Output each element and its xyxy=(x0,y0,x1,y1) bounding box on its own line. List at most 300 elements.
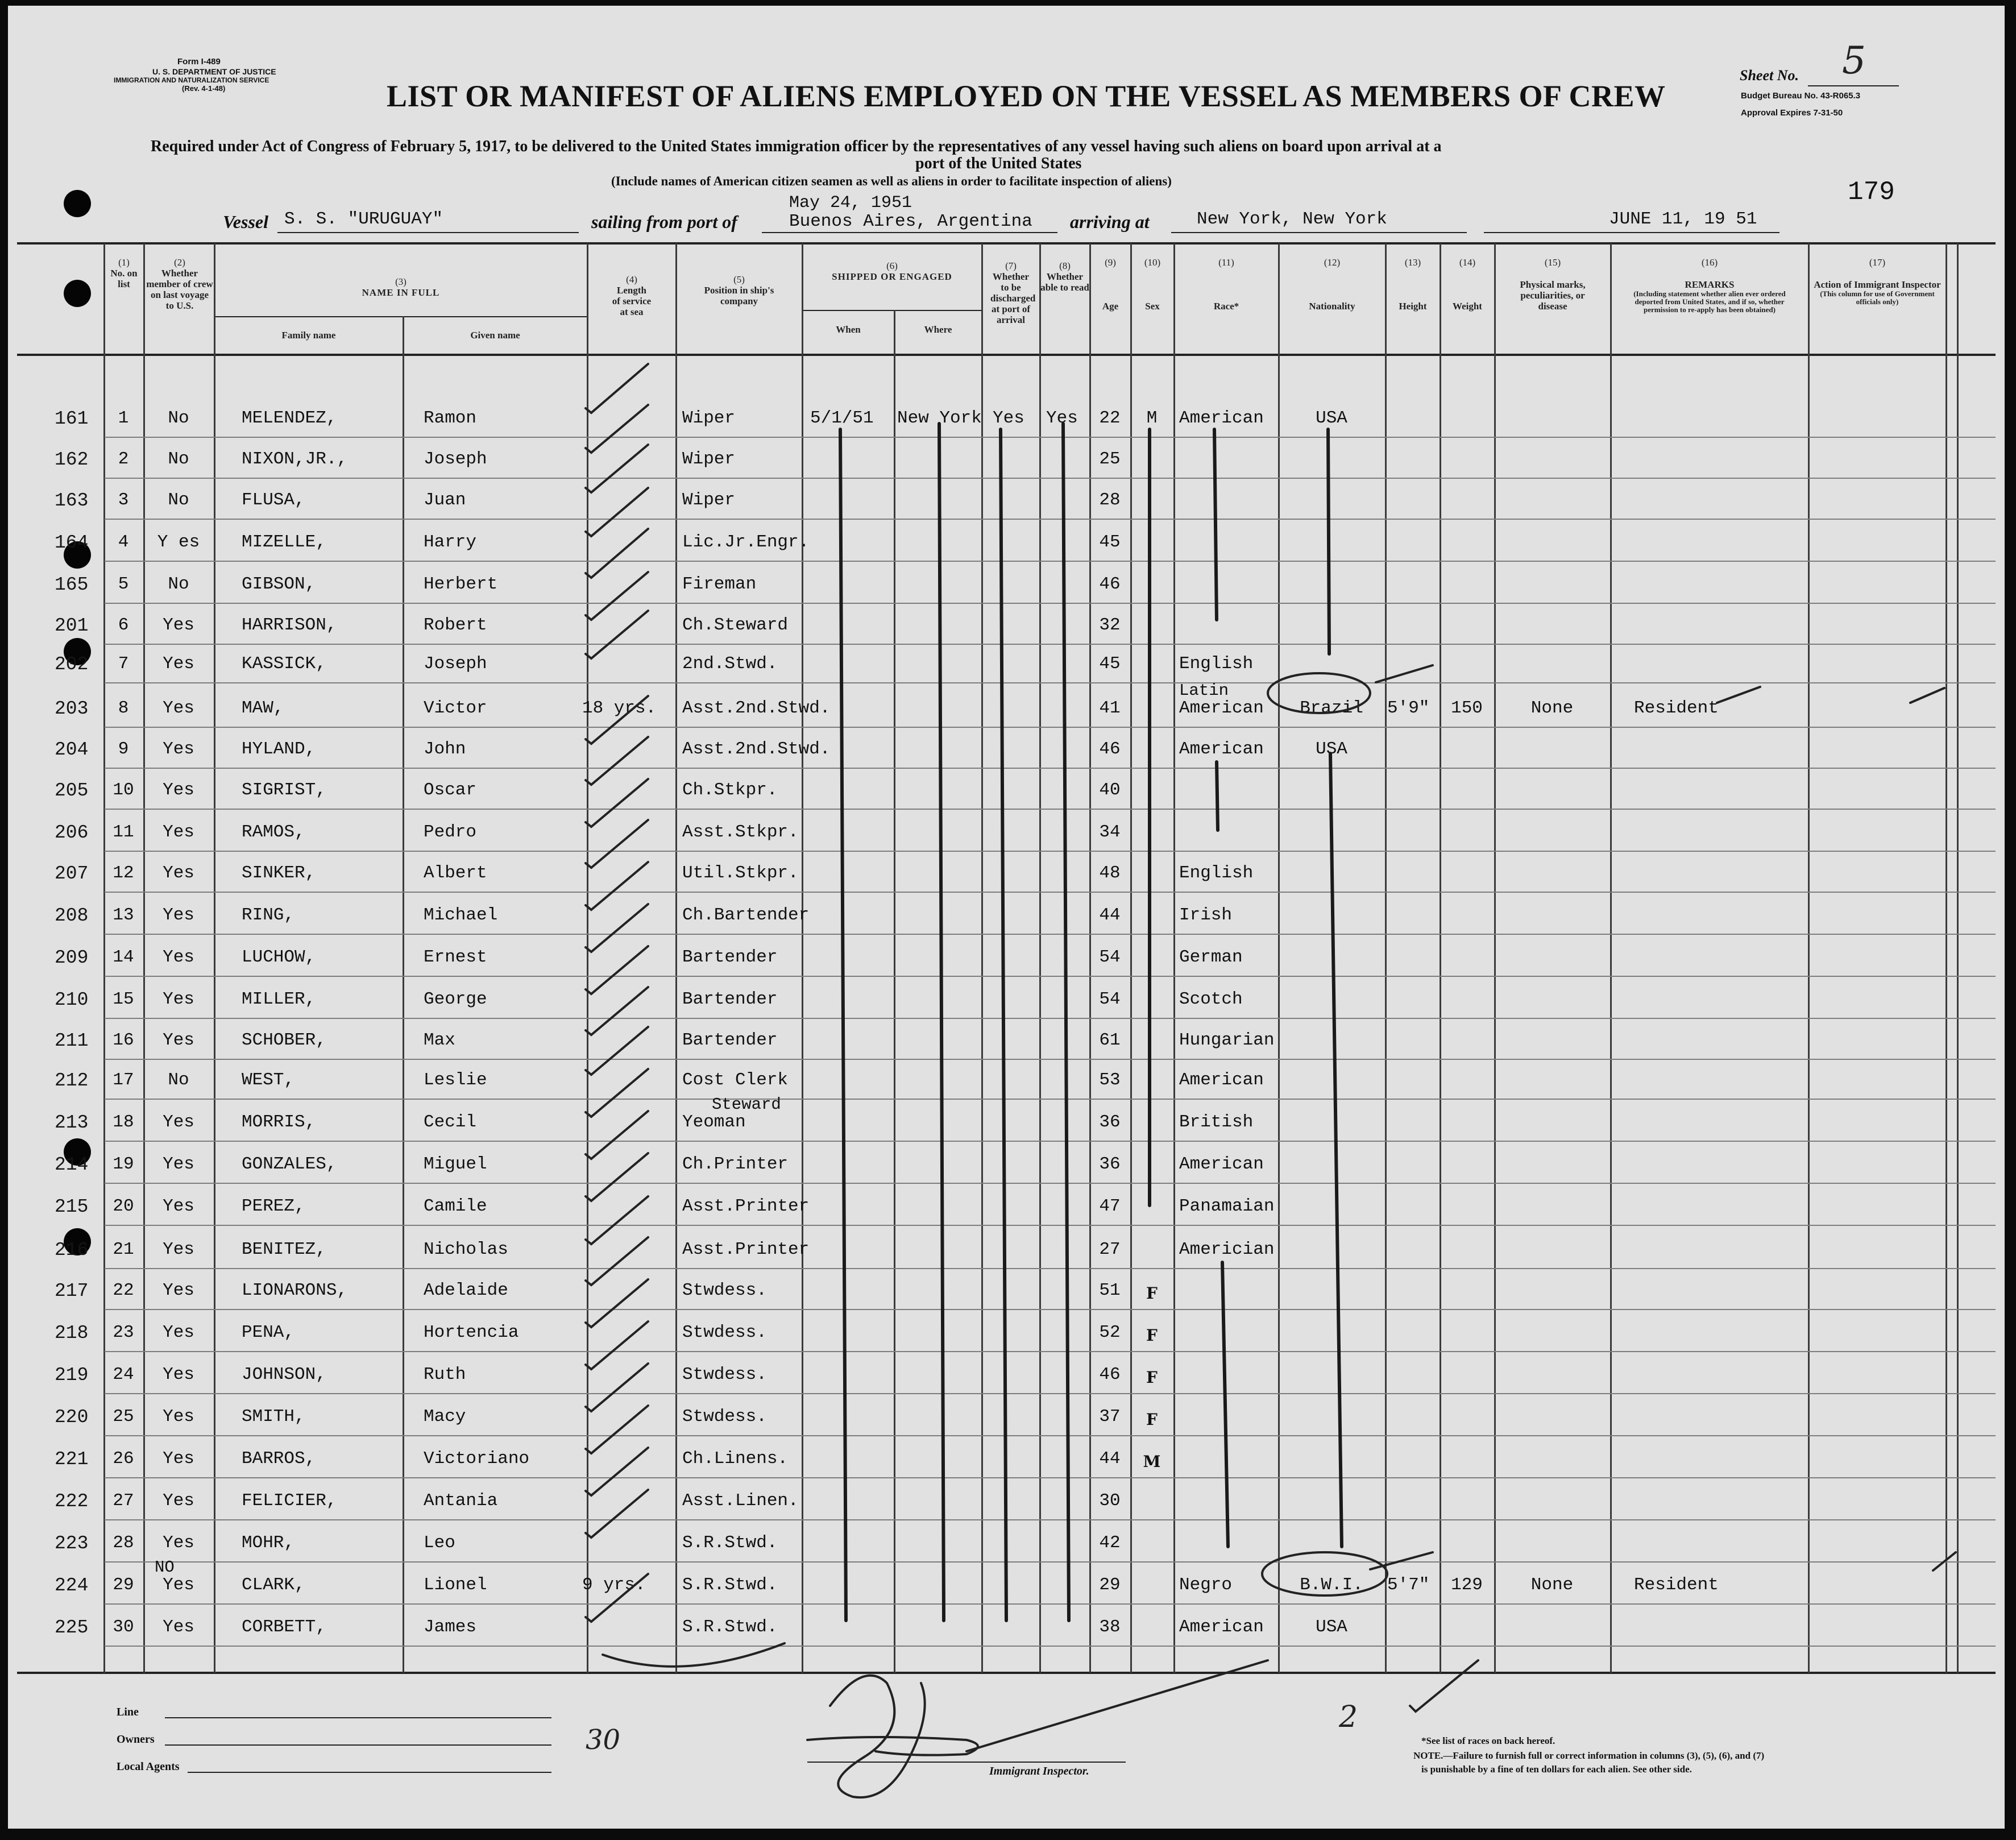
sex: F xyxy=(1146,1410,1158,1429)
sailing-label: sailing from port of xyxy=(591,212,737,232)
line-number: 10 xyxy=(113,780,134,800)
margin-number: 220 xyxy=(55,1407,89,1428)
line-number: 12 xyxy=(113,863,134,883)
line-number: 28 xyxy=(113,1533,134,1553)
race-prefix: Latin xyxy=(1179,681,1229,700)
last-voyage: Yes xyxy=(163,1154,194,1174)
family-name: PENA, xyxy=(242,1323,295,1342)
race: British xyxy=(1179,1112,1254,1132)
age: 37 xyxy=(1099,1407,1121,1427)
sheet-number: 5 xyxy=(1842,39,1866,82)
given-name: Macy xyxy=(424,1407,466,1427)
footnote-fine: is punishable by a fine of ten dollars for each alien. See other side. xyxy=(1421,1764,1692,1775)
given-name: Michael xyxy=(424,905,498,925)
last-voyage: No xyxy=(168,408,189,428)
given-name: Ramon xyxy=(424,408,477,428)
line-number: 19 xyxy=(113,1154,134,1174)
ship-position: S.R.Stwd. xyxy=(682,1575,778,1595)
crew-count-note: 30 xyxy=(586,1724,621,1756)
margin-number: 224 xyxy=(55,1575,89,1596)
last-voyage: Yes xyxy=(163,989,194,1009)
last-voyage: Y es xyxy=(157,532,200,552)
col-3b-header: Given name xyxy=(470,330,520,341)
last-voyage: Yes xyxy=(163,1196,194,1216)
given-name: John xyxy=(424,739,466,759)
ship-position: Wiper xyxy=(682,408,736,428)
last-voyage: No xyxy=(168,1070,189,1090)
family-name: CLARK, xyxy=(242,1575,305,1595)
age: 22 xyxy=(1099,408,1121,428)
ship-position: Fireman xyxy=(682,574,757,594)
agents-field xyxy=(188,1772,551,1773)
race: Irish xyxy=(1179,905,1233,925)
manifest-title: LIST OR MANIFEST OF ALIENS EMPLOYED ON THE VESSEL AS MEMBERS OF CREW xyxy=(387,79,1666,113)
ship-position: Ch.Bartender xyxy=(682,905,810,925)
given-name: Hortencia xyxy=(424,1323,519,1342)
race: Negro xyxy=(1179,1575,1233,1595)
last-voyage: Yes xyxy=(163,1030,194,1050)
given-name: Oscar xyxy=(424,780,477,800)
local-agents-label: Local Agents xyxy=(117,1760,180,1773)
family-name: SCHOBER, xyxy=(242,1030,326,1050)
ship-position: Asst.Linen. xyxy=(682,1491,799,1511)
given-name: Camile xyxy=(424,1196,487,1216)
given-name: Victor xyxy=(424,698,487,718)
inspector-label: Immigrant Inspector. xyxy=(989,1765,1089,1777)
last-voyage: Yes xyxy=(163,947,194,967)
line-number: 23 xyxy=(113,1323,134,1342)
age: 25 xyxy=(1099,449,1121,469)
line-number: 9 xyxy=(118,739,129,759)
margin-number: 203 xyxy=(55,698,89,719)
owners-label: Owners xyxy=(117,1733,155,1746)
approval-expires: Approval Expires 7-31-50 xyxy=(1741,108,1843,118)
line-number: 14 xyxy=(113,947,134,967)
line-number: 18 xyxy=(113,1112,134,1132)
agency-name: U. S. DEPARTMENT OF JUSTICE xyxy=(152,67,276,76)
given-name: Robert xyxy=(424,615,487,635)
ship-position: Asst.Stkpr. xyxy=(682,822,799,842)
ship-position: Asst.2nd.Stwd. xyxy=(682,698,831,718)
margin-number: 214 xyxy=(55,1154,89,1175)
col-16-header: (16) REMARKS (Including statement whether alien ever ordered deported from United States, and if so, whether permission to re-apply has been obtained) xyxy=(1633,257,1786,314)
last-voyage: No xyxy=(168,574,189,594)
age: 38 xyxy=(1099,1617,1121,1637)
col-6a-header: When xyxy=(836,324,861,335)
line-number: 30 xyxy=(113,1617,134,1637)
race: English xyxy=(1179,654,1254,674)
margin-number: 201 xyxy=(55,615,89,636)
col-10-header: (10) Sex xyxy=(1144,257,1161,312)
age: 27 xyxy=(1099,1240,1121,1259)
age: 30 xyxy=(1099,1491,1121,1511)
last-voyage: Yes xyxy=(163,1575,194,1595)
margin-number: 211 xyxy=(55,1030,89,1051)
height: 5'9" xyxy=(1387,698,1430,718)
age: 47 xyxy=(1099,1196,1121,1216)
nationality: USA xyxy=(1316,739,1347,759)
last-voyage: No xyxy=(168,449,189,469)
last-voyage: Yes xyxy=(163,1240,194,1259)
col-11-header: (11) Race* xyxy=(1213,257,1239,312)
given-name: James xyxy=(424,1617,477,1637)
family-name: MELENDEZ, xyxy=(242,408,337,428)
remarks: Resident xyxy=(1634,698,1719,718)
given-name: Joseph xyxy=(424,449,487,469)
subtitle-line-1: Required under Act of Congress of February 5, 1917, to be delivered to the United States immigration officer by the representatives of any vessel having such aliens on board upon arrival at a xyxy=(151,138,1442,155)
margin-number: 164 xyxy=(55,532,89,553)
col-12-header: (12) Nationality xyxy=(1309,257,1355,312)
line-number: 22 xyxy=(113,1280,134,1300)
line-number: 1 xyxy=(118,408,129,428)
age: 53 xyxy=(1099,1070,1121,1090)
family-name: MAW, xyxy=(242,698,284,718)
margin-number: 162 xyxy=(55,449,89,470)
family-name: GIBSON, xyxy=(242,574,316,594)
arrival-date: JUNE 11, 19 51 xyxy=(1609,209,1757,229)
family-name: SMITH, xyxy=(242,1407,305,1427)
ship-position: Wiper xyxy=(682,449,736,469)
ship-position: Asst.Printer xyxy=(682,1196,810,1216)
last-voyage: No xyxy=(168,490,189,510)
footnote-penalty: NOTE.—Failure to furnish full or correct information in columns (3), (5), (6), and (7) xyxy=(1413,1750,1765,1761)
line-field xyxy=(165,1717,551,1718)
age: 54 xyxy=(1099,947,1121,967)
given-name: Leslie xyxy=(424,1070,487,1090)
col-3a-header: Family name xyxy=(281,330,336,341)
physical-marks: None xyxy=(1530,1575,1574,1595)
family-name: MOHR, xyxy=(242,1533,295,1553)
line-label: Line xyxy=(117,1706,139,1718)
given-name: George xyxy=(424,989,487,1009)
race: American xyxy=(1179,1617,1264,1637)
family-name: SINKER, xyxy=(242,863,316,883)
family-name: WEST, xyxy=(242,1070,295,1090)
arrival-port: New York, New York xyxy=(1197,209,1387,229)
given-name: Ruth xyxy=(424,1365,466,1385)
line-number: 21 xyxy=(113,1240,134,1259)
ship-position: Yeoman xyxy=(682,1112,746,1132)
last-voyage: Yes xyxy=(163,1407,194,1427)
family-name: RING, xyxy=(242,905,295,925)
given-name: Juan xyxy=(424,490,466,510)
line-number: 5 xyxy=(118,574,129,594)
arriving-label: arriving at xyxy=(1070,212,1150,232)
age: 44 xyxy=(1099,1449,1121,1469)
given-name: Lionel xyxy=(424,1575,487,1595)
last-voyage: Yes xyxy=(163,1112,194,1132)
sheet-label: Sheet No. xyxy=(1740,67,1799,84)
line-number: 26 xyxy=(113,1449,134,1469)
col-2-header: (2) Whether member of crew on last voyage to U.S. xyxy=(146,257,213,311)
last-voyage: Yes xyxy=(163,863,194,883)
age: 36 xyxy=(1099,1154,1121,1174)
margin-number: 219 xyxy=(55,1365,89,1386)
family-name: MIZELLE, xyxy=(242,532,326,552)
last-voyage: Yes xyxy=(163,822,194,842)
age: 46 xyxy=(1099,1365,1121,1385)
last-voyage: Yes xyxy=(163,1280,194,1300)
ship-position: Lic.Jr.Engr. xyxy=(682,532,810,552)
family-name: NIXON,JR., xyxy=(242,449,348,469)
line-number: 4 xyxy=(118,532,129,552)
shipped-when: 5/1/51 xyxy=(810,408,874,428)
race: Hungarian xyxy=(1179,1030,1275,1050)
page-number: 179 xyxy=(1848,177,1895,207)
family-name: HYLAND, xyxy=(242,739,316,759)
sex: F xyxy=(1146,1368,1158,1387)
family-name: CORBETT, xyxy=(242,1617,326,1637)
family-name: LUCHOW, xyxy=(242,947,316,967)
age: 40 xyxy=(1099,780,1121,800)
col-14-header: (14) Weight xyxy=(1453,257,1482,312)
last-voyage: Yes xyxy=(163,1533,194,1553)
length-of-service: 9 yrs. xyxy=(582,1575,646,1595)
margin-number: 206 xyxy=(55,822,89,843)
given-name: Ernest xyxy=(424,947,487,967)
family-name: MILLER, xyxy=(242,989,316,1009)
line-number: 29 xyxy=(113,1575,134,1595)
physical-marks: None xyxy=(1530,698,1574,718)
last-voyage: Yes xyxy=(163,615,194,635)
margin-number: 207 xyxy=(55,863,89,884)
given-name: Miguel xyxy=(424,1154,487,1174)
sailing-date: May 24, 1951 xyxy=(789,193,912,213)
age: 45 xyxy=(1099,532,1121,552)
nationality: B.W.I. xyxy=(1300,1575,1363,1595)
margin-number: 205 xyxy=(55,780,89,801)
race: American xyxy=(1179,408,1264,428)
race: American xyxy=(1179,739,1264,759)
line-number: 7 xyxy=(118,654,129,674)
service-name: IMMIGRATION AND NATURALIZATION SERVICE xyxy=(114,76,269,84)
age: 45 xyxy=(1099,654,1121,674)
last-voyage: Yes xyxy=(163,1617,194,1637)
line-number: 13 xyxy=(113,905,134,925)
race: American xyxy=(1179,1154,1264,1174)
ship-position: Stwdess. xyxy=(682,1323,767,1342)
subtitle-line-2: port of the United States xyxy=(915,155,1082,172)
family-name: JOHNSON, xyxy=(242,1365,326,1385)
vessel-label: Vessel xyxy=(223,212,268,232)
family-name: FELICIER, xyxy=(242,1491,337,1511)
family-name: FLUSA, xyxy=(242,490,305,510)
race: Panamaian xyxy=(1179,1196,1275,1216)
age: 48 xyxy=(1099,863,1121,883)
ship-position: S.R.Stwd. xyxy=(682,1533,778,1553)
ship-position: Bartender xyxy=(682,947,778,967)
remarks: Resident xyxy=(1634,1575,1719,1595)
ship-position: Ch.Stkpr. xyxy=(682,780,778,800)
margin-number: 163 xyxy=(55,490,89,511)
height: 5'7" xyxy=(1387,1575,1430,1595)
ship-position: Util.Stkpr. xyxy=(682,863,799,883)
given-name: Pedro xyxy=(424,822,477,842)
col-6-header: (6) SHIPPED OR ENGAGED xyxy=(832,260,952,282)
ship-position: Ch.Printer xyxy=(682,1154,789,1174)
nationality: USA xyxy=(1316,408,1347,428)
weight: 129 xyxy=(1451,1575,1483,1595)
line-number: 27 xyxy=(113,1491,134,1511)
position-prefix: Steward xyxy=(712,1095,781,1114)
age: 42 xyxy=(1099,1533,1121,1553)
ship-position: Wiper xyxy=(682,490,736,510)
margin-number: 223 xyxy=(55,1533,89,1554)
col-8-header: (8) Whether able to read xyxy=(1040,260,1089,293)
margin-number: 202 xyxy=(55,654,89,675)
line-number: 17 xyxy=(113,1070,134,1090)
form-id: Form I-489 xyxy=(177,57,221,67)
margin-number: 213 xyxy=(55,1112,89,1133)
col-15-header: (15) Physical marks, peculiarities, or disease xyxy=(1520,257,1586,312)
last-voyage: Yes xyxy=(163,780,194,800)
line-number: 2 xyxy=(118,449,129,469)
sex: F xyxy=(1146,1284,1158,1303)
last-voyage: Yes xyxy=(163,739,194,759)
nationality: USA xyxy=(1316,1617,1347,1637)
ship-position: S.R.Stwd. xyxy=(682,1617,778,1637)
given-name: Max xyxy=(424,1030,455,1050)
race: German xyxy=(1179,947,1243,967)
given-name: Nicholas xyxy=(424,1240,508,1259)
ship-position: Bartender xyxy=(682,1030,778,1050)
ship-position: Stwdess. xyxy=(682,1407,767,1427)
tally-mark: 2 xyxy=(1339,1700,1358,1734)
margin-number: 217 xyxy=(55,1280,89,1302)
age: 46 xyxy=(1099,739,1121,759)
given-name: Adelaide xyxy=(424,1280,508,1300)
age: 29 xyxy=(1099,1575,1121,1595)
col-6b-header: Where xyxy=(924,324,952,335)
race: American xyxy=(1179,698,1264,718)
form-revision: (Rev. 4-1-48) xyxy=(182,84,226,93)
race: American xyxy=(1179,1070,1264,1090)
margin-number: 161 xyxy=(55,408,89,429)
col-7-header: (7) Whether to be discharged at port of arrival xyxy=(990,260,1036,325)
ship-position: Ch.Linens. xyxy=(682,1449,789,1469)
last-voyage: Yes xyxy=(163,1365,194,1385)
given-name: Albert xyxy=(424,863,487,883)
last-voyage: Yes xyxy=(163,698,194,718)
line-number: 8 xyxy=(118,698,129,718)
family-name: PEREZ, xyxy=(242,1196,305,1216)
margin-number: 221 xyxy=(55,1449,89,1470)
margin-number: 208 xyxy=(55,905,89,926)
family-name: BARROS, xyxy=(242,1449,316,1469)
vessel-name: S. S. "URUGUAY" xyxy=(284,209,443,229)
age: 51 xyxy=(1099,1280,1121,1300)
last-voyage: Yes xyxy=(163,1491,194,1511)
margin-number: 215 xyxy=(55,1196,89,1217)
last-voyage-correction: NO xyxy=(155,1558,175,1577)
line-number: 20 xyxy=(113,1196,134,1216)
age: 41 xyxy=(1099,698,1121,718)
last-voyage: Yes xyxy=(163,654,194,674)
ship-position: 2nd.Stwd. xyxy=(682,654,778,674)
ship-position: Asst.Printer xyxy=(682,1240,810,1259)
ship-position: Stwdess. xyxy=(682,1280,767,1300)
col-5-header: (5) Position in ship's company xyxy=(704,274,774,306)
able-to-read: Yes xyxy=(1046,408,1078,428)
subtitle-line-3: (Include names of American citizen seamen as well as aliens in order to facilitate inspection of aliens) xyxy=(611,174,1172,188)
given-name: Victoriano xyxy=(424,1449,530,1469)
col-13-header: (13) Height xyxy=(1399,257,1427,312)
given-name: Antania xyxy=(424,1491,498,1511)
age: 34 xyxy=(1099,822,1121,842)
margin-number: 209 xyxy=(55,947,89,968)
age: 46 xyxy=(1099,574,1121,594)
budget-bureau: Budget Bureau No. 43-R065.3 xyxy=(1741,91,1861,101)
to-be-discharged: Yes xyxy=(993,408,1024,428)
col-1-header: (1) No. on list xyxy=(110,257,138,289)
shipped-where: New York xyxy=(897,408,982,428)
length-of-service: 18 yrs. xyxy=(582,698,657,718)
given-name: Leo xyxy=(424,1533,455,1553)
footnote-races: *See list of races on back hereof. xyxy=(1421,1735,1555,1746)
ship-position: Cost Clerk xyxy=(682,1070,789,1090)
line-number: 11 xyxy=(113,822,134,842)
margin-number: 212 xyxy=(55,1070,89,1091)
race: Scotch xyxy=(1179,989,1243,1009)
age: 28 xyxy=(1099,490,1121,510)
given-name: Joseph xyxy=(424,654,487,674)
line-number: 3 xyxy=(118,490,129,510)
family-name: GONZALES, xyxy=(242,1154,337,1174)
age: 44 xyxy=(1099,905,1121,925)
race: English xyxy=(1179,863,1254,883)
margin-number: 165 xyxy=(55,574,89,595)
last-voyage: Yes xyxy=(163,1323,194,1342)
age: 52 xyxy=(1099,1323,1121,1342)
family-name: LIONARONS, xyxy=(242,1280,348,1300)
col-4-header: (4) Length of service at sea xyxy=(612,274,652,317)
sex: M xyxy=(1146,408,1158,428)
race: Americian xyxy=(1179,1240,1275,1259)
family-name: RAMOS, xyxy=(242,822,305,842)
col-17-header: (17) Action of Immigrant Inspector (This column for use of Government officials only) xyxy=(1814,257,1941,306)
family-name: SIGRIST, xyxy=(242,780,326,800)
given-name: Herbert xyxy=(424,574,498,594)
age: 36 xyxy=(1099,1112,1121,1132)
family-name: KASSICK, xyxy=(242,654,326,674)
given-name: Harry xyxy=(424,532,477,552)
margin-number: 210 xyxy=(55,989,89,1010)
ship-position: Asst.2nd.Stwd. xyxy=(682,739,831,759)
col-3-header: (3) NAME IN FULL xyxy=(362,276,440,298)
sex: M xyxy=(1143,1452,1161,1471)
last-voyage: Yes xyxy=(163,905,194,925)
ship-position: Stwdess. xyxy=(682,1365,767,1385)
line-number: 25 xyxy=(113,1407,134,1427)
margin-number: 218 xyxy=(55,1323,89,1344)
family-name: HARRISON, xyxy=(242,615,337,635)
age: 32 xyxy=(1099,615,1121,635)
last-voyage: Yes xyxy=(163,1449,194,1469)
family-name: MORRIS, xyxy=(242,1112,316,1132)
sex: F xyxy=(1146,1326,1158,1345)
ship-position: Ch.Steward xyxy=(682,615,789,635)
inspector-signature-line xyxy=(807,1762,1126,1763)
weight: 150 xyxy=(1451,698,1483,718)
line-number: 6 xyxy=(118,615,129,635)
line-number: 24 xyxy=(113,1365,134,1385)
age: 54 xyxy=(1099,989,1121,1009)
margin-number: 225 xyxy=(55,1617,89,1638)
margin-number: 204 xyxy=(55,739,89,760)
age: 61 xyxy=(1099,1030,1121,1050)
margin-number: 222 xyxy=(55,1491,89,1512)
ship-position: Bartender xyxy=(682,989,778,1009)
